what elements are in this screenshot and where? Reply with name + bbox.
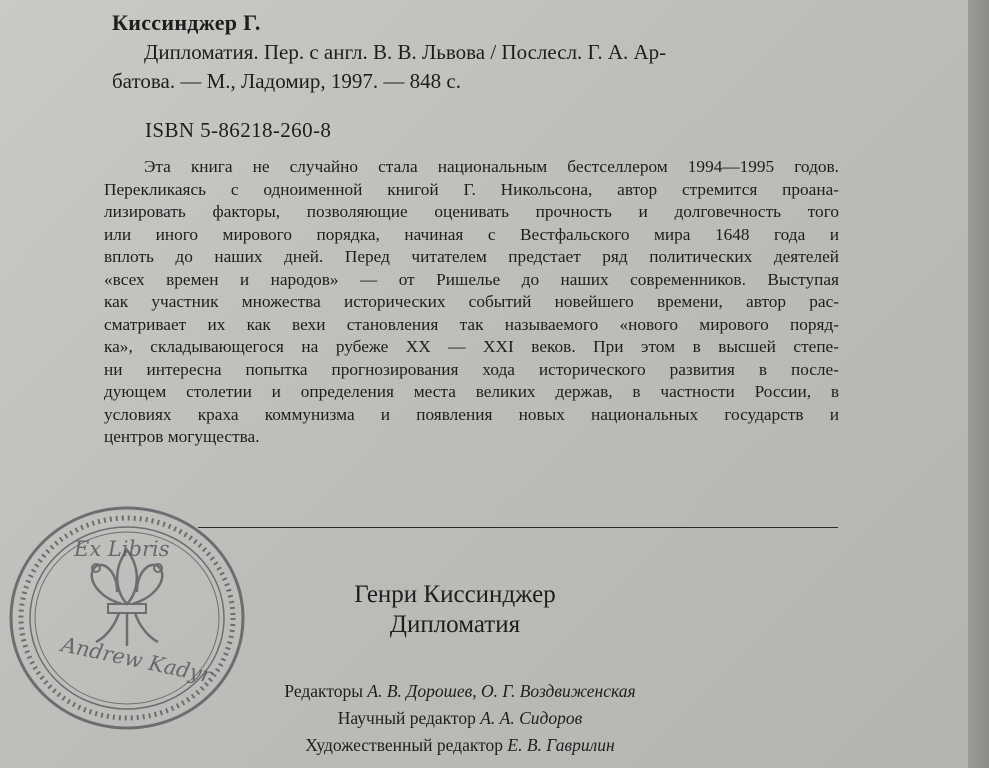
editorial-credits [220,678,700,759]
credit-row [220,705,700,732]
annotation-line: вплоть до наших дней. Перед читателем предстает ряд политических деятелей [104,247,839,266]
biblio-line: батова. — М., Ладомир, 1997. — 848 с. [112,69,461,93]
biblio-line: Дипломатия. Пер. с англ. В. В. Львова / Послесл. Г. А. Ар- [144,40,667,64]
author-heading: Киссинджер Г. [112,10,261,35]
credit-row [220,678,700,705]
credit-names: А. А. Сидоров [480,708,583,728]
ex-libris-stamp-icon [4,500,250,736]
annotation-paragraph [104,156,839,449]
annotation-line: Перекликаясь с одноименной книгой Г. Никольсона, автор стремится проана- [104,179,839,199]
annotation-line: Эта книга не случайно стала национальным бестселлером 1994—1995 годов. [144,157,839,176]
book-title: Дипломатия [389,611,521,638]
annotation-line: дующем столетии и определения места великих держав, в частности России, в [104,382,839,401]
title-block [260,580,650,640]
stamp-owner-text: Andrew Kadyr [59,632,214,688]
credit-names: А. В. Дорошев, О. Г. Воздвиженская [367,681,636,701]
annotation-line: как участник множества исторических событий новейшего времени, автор рас- [104,292,839,311]
annotation-line: или иного мирового порядка, начиная с Вестфальского мира 1648 года и [104,224,839,244]
isbn: ISBN 5-86218-260-8 [145,118,332,142]
credit-names: Е. В. Гаврилин [507,735,615,755]
annotation-line: ка», складывающегося на рубеже XX — XXI веков. При этом в высшей степе- [104,337,839,356]
credit-role: Редакторы [284,681,368,701]
divider-rule [198,527,838,528]
credit-row [220,732,700,759]
annotation-line: «всех времен и народов» — от Ришелье до наших современников. Выступая [104,269,839,289]
credit-role: Научный редактор [337,708,481,728]
page-edge [968,0,989,768]
stamp-ex-libris-text: Ex Libris [74,537,170,561]
annotation-line: условиях краха коммунизма и появления новых национальных государств и [104,404,839,424]
annotation-line: ни интересна попытка прогнозирования хода исторического развития в после- [104,359,839,379]
book-author-name: Генри Киссинджер [354,581,556,608]
bibliographic-description [112,38,822,96]
annotation-line: сматривает их как вехи становления так называемого «нового мирового поряд- [104,314,839,334]
annotation-line: лизировать факторы, позволяющие оценивать прочность и долговечность того [104,202,839,221]
credit-role: Художественный редактор [305,735,508,755]
annotation-line: центров могущества. [104,427,260,446]
